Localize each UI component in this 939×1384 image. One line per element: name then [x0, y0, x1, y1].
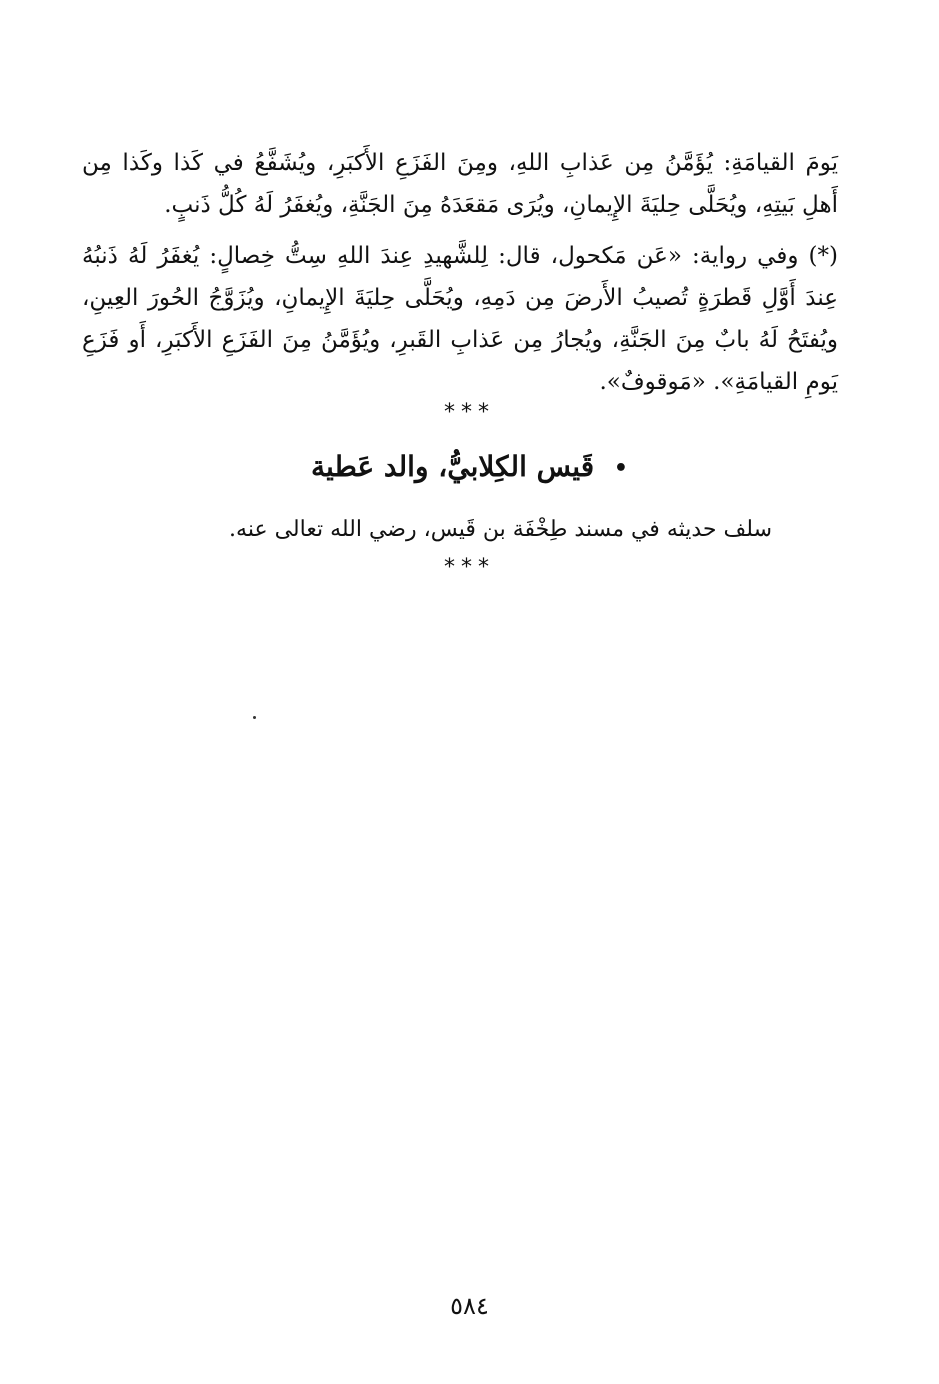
section-heading-text: قَيس الكِلابيُّ، والد عَطية — [311, 450, 595, 483]
paragraph-makhul-narration: (*) وفي رواية: «عَن مَكحول، قال: لِلشَّهيدِ عِندَ اللهِ سِتُّ خِصالٍ: يُغفَرُ لَهُ ذَنبُهُ عِندَ أَوَّلِ قَطرَةٍ تُصيبُ الأَرضَ مِن دَمِهِ، ويُحَلَّى حِليَةَ الإِيمانِ، ويُزَوَّجُ الحُورَ العِينِ، ويُفتَحُ لَهُ بابٌ مِنَ الجَنَّةِ، ويُجارُ مِن عَذابِ القَبرِ، ويُؤَمَّنُ مِنَ الفَزَعِ الأَكبَرِ، أَو فَزَعِ يَومِ القيامَةِ». «مَوقوفٌ». — [82, 243, 838, 395]
asterism-separator: *** — [444, 400, 495, 425]
section-heading — [0, 445, 939, 491]
asterism-separator: *** — [444, 555, 495, 580]
page-number: ٥٨٤ — [450, 1292, 489, 1320]
bullet-icon: • — [613, 455, 628, 481]
scan-speck — [253, 716, 256, 719]
paragraph-intro-continuation: يَومَ القيامَةِ: يُؤَمَّنُ مِن عَذابِ اللهِ، ومِنَ الفَزَعِ الأَكبَرِ، ويُشَفَّعُ في كَذا وكَذا مِن أَهلِ بَيتِهِ، ويُحَلَّى حِليَةَ الإِيمانِ، ويُرَى مَقعَدَهُ مِنَ الجَنَّةِ، ويُغفَرُ لَهُ كُلُّ ذَنبٍ. — [82, 150, 838, 218]
section-cross-reference-note: سلف حديثه في مسند طِخْفَة بن قَيس، رضي الله تعالى عنه. — [229, 517, 772, 542]
